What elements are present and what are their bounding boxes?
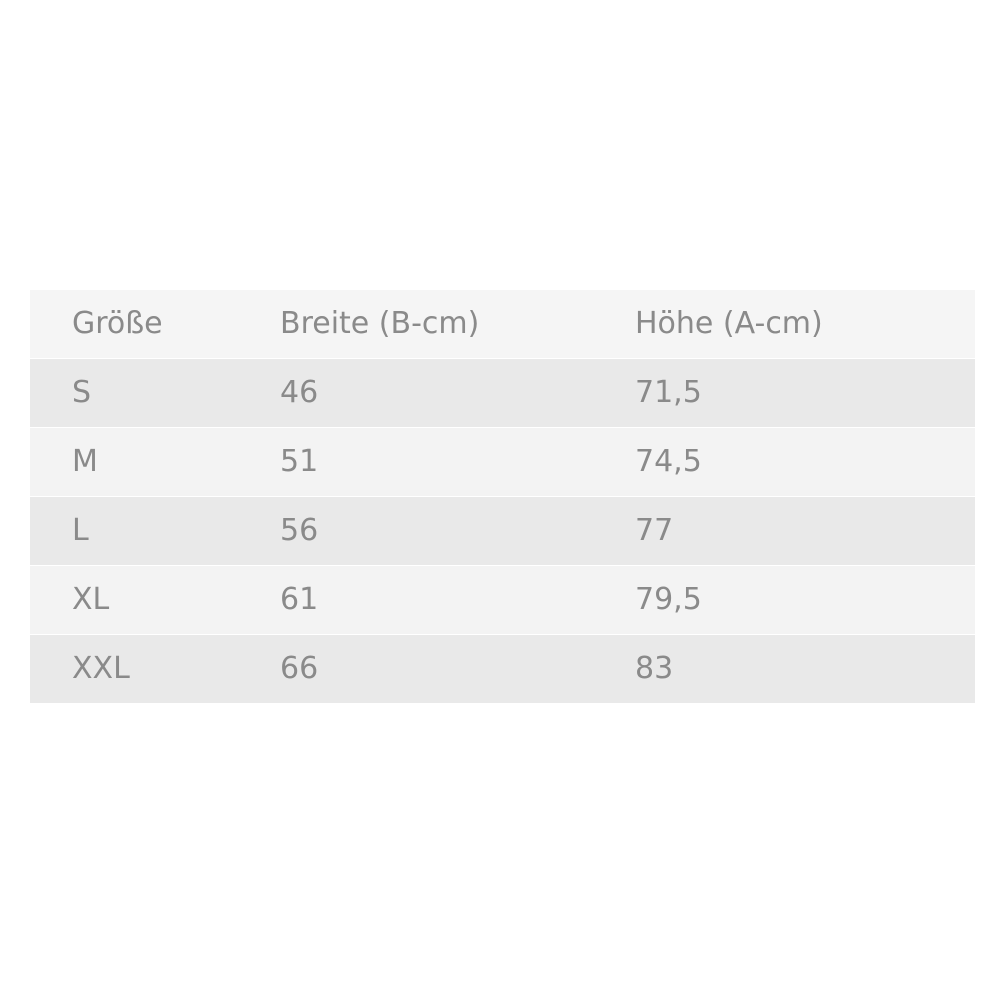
table-header: [30, 290, 975, 359]
column-header-width: Breite (B-cm): [280, 306, 480, 341]
cell-size: XXL: [30, 635, 280, 704]
table-row: [30, 497, 975, 566]
table-row: [30, 635, 975, 704]
cell-width: 56: [280, 497, 635, 566]
cell-height: 71,5: [635, 359, 975, 428]
column-header-size: Größe: [72, 306, 163, 341]
cell-height: 79,5: [635, 566, 975, 635]
cell-width: 46: [280, 359, 635, 428]
cell-size: S: [30, 359, 280, 428]
cell-width: 61: [280, 566, 635, 635]
table-row: [30, 428, 975, 497]
table-header-row: [30, 290, 975, 359]
column-header-height: Höhe (A-cm): [635, 306, 823, 341]
table-row: [30, 359, 975, 428]
cell-size: XL: [30, 566, 280, 635]
cell-size: M: [30, 428, 280, 497]
cell-width: 51: [280, 428, 635, 497]
cell-width: 66: [280, 635, 635, 704]
cell-size: L: [30, 497, 280, 566]
table-body: [30, 359, 975, 704]
cell-height: 74,5: [635, 428, 975, 497]
size-chart-table: [30, 290, 975, 703]
cell-height: 77: [635, 497, 975, 566]
cell-height: 83: [635, 635, 975, 704]
table-row: [30, 566, 975, 635]
